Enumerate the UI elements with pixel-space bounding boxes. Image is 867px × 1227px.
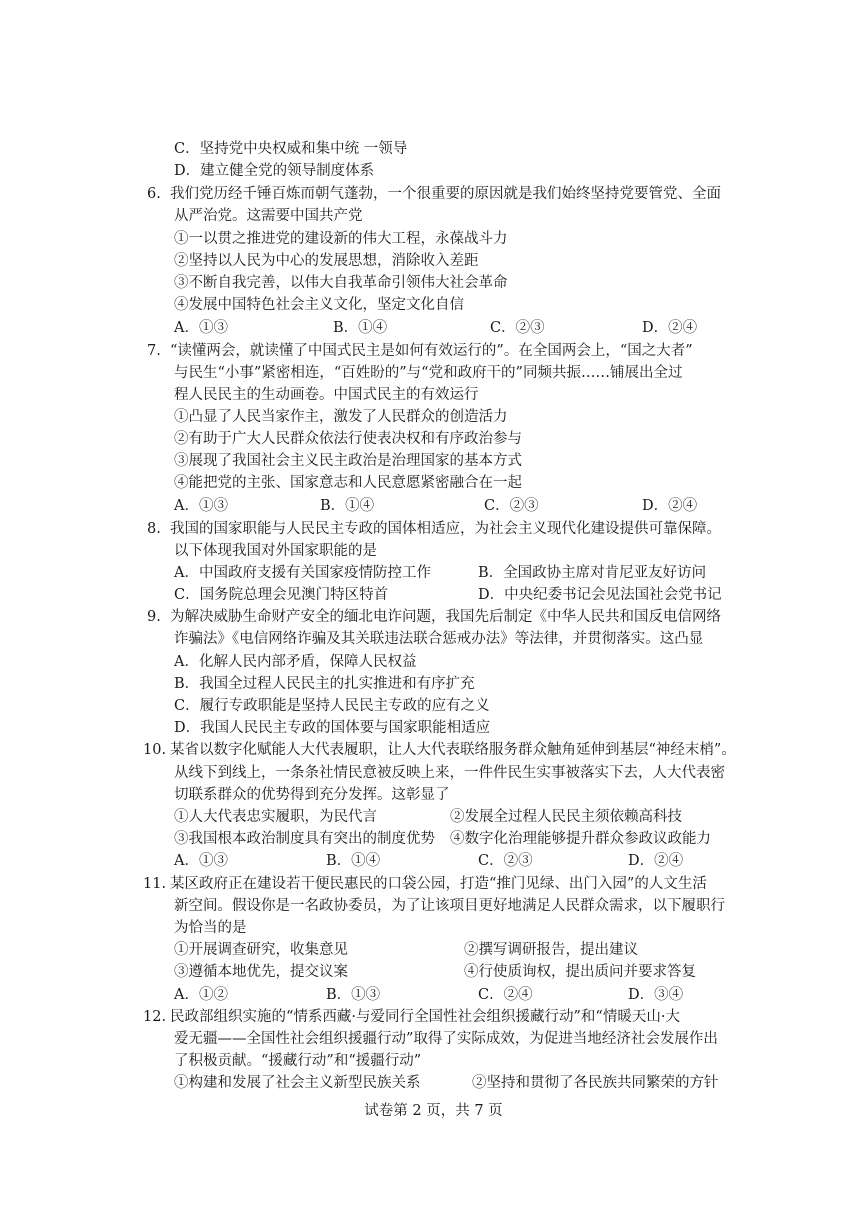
q10-stem-line1: 某省以数字化赋能人大代表履职，让人大代表联络服务群众触角延伸到基层“神经末梢”。: [170, 742, 736, 758]
q10-stem-line2: 从线下到线上，一条条社情民意被反映上来，一件件民生实事被落实下去，人大代表密: [174, 765, 725, 781]
q6-statement-2: ②坚持以人民为中心的发展思想，消除收入差距: [174, 253, 479, 269]
q6-stem-line1: 我们党历经千锤百炼而朝气蓬勃，一个很重要的原因就是我们始终坚持党要管党、全面: [170, 186, 721, 202]
q11-option-d: D．③④: [628, 987, 684, 1003]
q10-option-b: B．①④: [326, 853, 381, 869]
q11-stem-line1: 某区政府正在建设若干便民惠民的口袋公园，打造“推门见绿、出门入园”的人文生活: [170, 876, 707, 892]
q7-statement-1: ①凸显了人民当家作主，激发了人民群众的创造活力: [174, 409, 508, 425]
q9-number: 9.: [147, 609, 161, 625]
q10-option-c: C．②③: [478, 853, 533, 869]
q9-option-d: D．我国人民民主专政的国体要与国家职能相适应: [174, 720, 491, 736]
q6-stem-line2: 从严治党。这需要中国共产党: [174, 208, 363, 224]
q7-statement-3: ③展现了我国社会主义民主政治是治理国家的基本方式: [174, 453, 522, 469]
q6-statement-4: ④发展中国特色社会主义文化，坚定文化自信: [174, 297, 464, 313]
q11-option-b: B．①③: [326, 987, 381, 1003]
q11-statement-3: ③遵循本地优先，提交议案: [174, 964, 348, 980]
q12-statement-1: ①构建和发展了社会主义新型民族关系: [174, 1075, 421, 1091]
q6-option-a: A．①③: [174, 320, 228, 336]
page-footer: 试卷第 2 页，共 7 页: [364, 1103, 503, 1119]
q12-stem-line2: 爱无疆——全国性社会组织援疆行动”取得了实际成效，为促进当地经济社会发展作出: [174, 1031, 718, 1047]
q9-option-c: C．履行专政职能是坚持人民民主专政的应有之义: [174, 698, 490, 714]
q7-stem-line2: 与民生“小事”紧密相连，“百姓盼的”与“党和政府干的”同频共振……铺展出全过: [174, 365, 683, 381]
q9-option-a: A．化解人民内部矛盾，保障人民权益: [174, 654, 417, 670]
q11-stem-line3: 为恰当的是: [174, 920, 247, 936]
q8-option-d: D．中央纪委书记会见法国社会党书记: [478, 587, 722, 603]
q10-option-d: D．②④: [628, 853, 684, 869]
q7-statement-2: ②有助于广大人民群众依法行使表决权和有序政治参与: [174, 431, 522, 447]
q7-statement-4: ④能把党的主张、国家意志和人民意愿紧密融合在一起: [174, 475, 522, 491]
q5-option-d: D．建立健全党的领导制度体系: [174, 163, 375, 179]
q6-statement-3: ③不断自我完善，以伟大自我革命引领伟大社会革命: [174, 275, 508, 291]
q11-number: 11.: [143, 876, 167, 892]
q7-option-d: D．②④: [642, 498, 698, 514]
q6-statement-1: ①一以贯之推进党的建设新的伟大工程，永葆战斗力: [174, 231, 508, 247]
q9-option-b: B．我国全过程人民民主的扎实推进和有序扩充: [174, 676, 475, 692]
q10-statement-1: ①人大代表忠实履职，为民代言: [174, 809, 377, 825]
q6-option-d: D．②④: [642, 320, 698, 336]
q11-stem-line2: 新空间。假设你是一名政协委员，为了让该项目更好地满足人民群众需求，以下履职行: [174, 898, 725, 914]
q12-stem-line3: 了积极贡献。“援藏行动”和“援疆行动”: [174, 1053, 422, 1069]
q12-statement-2: ②坚持和贯彻了各民族共同繁荣的方针: [472, 1075, 719, 1091]
q11-statement-4: ④行使质询权，提出质问并要求答复: [464, 964, 696, 980]
q9-stem-line1: 为解决威胁生命财产安全的缅北电诈问题，我国先后制定《中华人民共和国反电信网络: [170, 609, 721, 625]
q10-statement-3: ③我国根本政治制度具有突出的制度优势: [174, 831, 435, 847]
q10-stem-line3: 切联系群众的优势得到充分发挥。这彰显了: [174, 787, 450, 803]
q8-option-b: B．全国政协主席对肯尼亚友好访问: [478, 565, 707, 581]
q6-option-c: C．②③: [490, 320, 545, 336]
q8-stem-line1: 我国的国家职能与人民民主专政的国体相适应，为社会主义现代化建设提供可靠保障。: [170, 521, 721, 537]
q5-option-c: C．坚持党中央权威和集中统 一领导: [174, 141, 408, 157]
q10-number: 10.: [143, 742, 167, 758]
q8-number: 8.: [147, 521, 161, 537]
q12-number: 12.: [143, 1009, 167, 1025]
q6-number: 6.: [147, 186, 161, 202]
q12-stem-line1: 民政部组织实施的“情系西藏·与爱同行全国性社会组织援藏行动”和“情暖天山·大: [170, 1009, 680, 1025]
q10-statement-4: ④数字化治理能够提升群众参政议政能力: [450, 831, 711, 847]
q8-stem-line2: 以下体现我国对外国家职能的是: [174, 543, 377, 559]
q7-number: 7.: [147, 343, 161, 359]
q7-stem-line1: “读懂两会，就读懂了中国式民主是如何有效运行的”。在全国两会上，“国之大者”: [170, 343, 693, 359]
q9-stem-line2: 诈骗法》《电信网络诈骗及其关联违法联合惩戒办法》等法律，并贯彻落实。这凸显: [174, 631, 704, 647]
q11-statement-1: ①开展调查研究，收集意见: [174, 942, 348, 958]
q7-option-c: C．②③: [484, 498, 539, 514]
q10-option-a: A．①③: [174, 853, 228, 869]
q8-option-a: A．中国政府支援有关国家疫情防控工作: [174, 565, 431, 581]
q10-statement-2: ②发展全过程人民民主须依赖高科技: [450, 809, 682, 825]
q7-option-a: A．①③: [174, 498, 228, 514]
q11-statement-2: ②撰写调研报告，提出建议: [464, 942, 638, 958]
q8-option-c: C．国务院总理会见澳门特区特首: [174, 587, 389, 603]
q7-option-b: B．①④: [320, 498, 375, 514]
q6-option-b: B．①④: [333, 320, 388, 336]
q11-option-a: A．①②: [174, 987, 228, 1003]
q11-option-c: C．②④: [478, 987, 533, 1003]
q7-stem-line3: 程人民民主的生动画卷。中国式民主的有效运行: [174, 387, 479, 403]
